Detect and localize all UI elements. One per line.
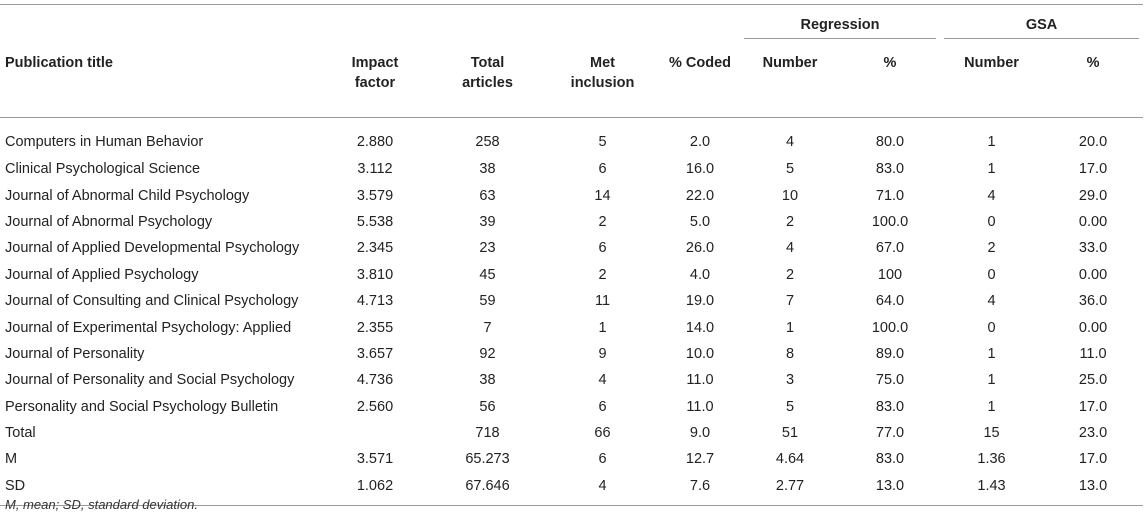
cell-met-inclusion: 4 <box>545 473 660 506</box>
cell-publication-title: Journal of Personality <box>5 345 145 362</box>
cell-publication-title: Personality and Social Psychology Bulletin <box>5 398 279 415</box>
cell-impact-factor: 2.880 <box>356 134 394 150</box>
column-header-row <box>0 39 1143 118</box>
cell-regression-number: 2.77 <box>740 473 840 506</box>
cell-pct-coded: 12.7 <box>685 451 715 468</box>
cell-pct-coded: 14.0 <box>685 319 715 336</box>
table-row <box>0 367 1143 393</box>
cell-impact-factor: 3.579 <box>356 187 394 204</box>
cell-gsa-number: 15 <box>983 425 1000 442</box>
col-header-met-inclusion-line2: inclusion <box>570 75 635 91</box>
cell-met-inclusion: 2 <box>598 266 607 283</box>
table-row <box>0 209 1143 235</box>
cell-gsa-pct: 13.0 <box>1043 473 1143 506</box>
cell-gsa-pct: 23.0 <box>1078 425 1108 442</box>
cell-gsa-pct: 0.00 <box>1078 213 1108 230</box>
cell-total-articles: 38 <box>479 372 496 389</box>
col-header-pct-coded: % Coded <box>660 39 740 118</box>
cell-gsa-number: 0 <box>987 213 996 230</box>
cell-publication-title: Journal of Experimental Psychology: Applied <box>5 319 292 336</box>
cell-met-inclusion: 4 <box>598 372 607 389</box>
cell-impact-factor: 1.062 <box>320 473 430 506</box>
cell-pct-coded: 16.0 <box>685 161 715 178</box>
cell-total-articles: 92 <box>479 345 496 362</box>
cell-regression-pct: 83.0 <box>875 451 905 468</box>
cell-gsa-pct: 0.00 <box>1078 266 1108 283</box>
table-row <box>0 262 1143 288</box>
cell-impact-factor: 3.657 <box>356 345 394 362</box>
table-row <box>0 394 1143 420</box>
regression-group-header <box>740 5 940 40</box>
cell-gsa-pct: 11.0 <box>1079 345 1107 362</box>
cell-regression-pct: 64.0 <box>875 293 905 310</box>
col-header-impact-factor-line2: factor <box>354 75 396 91</box>
gsa-group-label: GSA <box>944 17 1139 39</box>
col-header-regression-number: Number <box>740 39 840 118</box>
cell-regression-number: 4 <box>785 134 795 150</box>
cell-gsa-pct: 20.0 <box>1078 134 1108 150</box>
regression-group-label: Regression <box>744 17 936 39</box>
cell-publication-title: Clinical Psychological Science <box>5 161 201 178</box>
cell-regression-number: 10 <box>781 187 799 204</box>
cell-total-articles: 23 <box>479 240 496 257</box>
cell-met-inclusion: 6 <box>598 240 607 257</box>
table-row <box>0 314 1143 340</box>
cell-total-articles: 56 <box>479 398 496 415</box>
cell-gsa-number: 0 <box>987 266 996 283</box>
cell-gsa-number: 1 <box>987 398 996 415</box>
cell-total-articles: 59 <box>479 293 496 310</box>
col-header-gsa-pct: % <box>1043 39 1143 118</box>
cell-regression-pct: 100.0 <box>871 319 909 336</box>
cell-met-inclusion: 9 <box>598 345 607 362</box>
col-header-gsa-number: Number <box>940 39 1043 118</box>
cell-gsa-number: 1.36 <box>977 451 1006 468</box>
cell-gsa-pct: 25.0 <box>1078 372 1108 389</box>
cell-total-articles: 258 <box>475 134 500 150</box>
cell-gsa-number: 2 <box>987 240 996 257</box>
cell-impact-factor: 2.355 <box>356 319 394 336</box>
cell-met-inclusion: 6 <box>598 398 607 415</box>
table-row <box>0 118 1143 157</box>
cell-gsa-pct: 17.0 <box>1078 398 1108 415</box>
cell-pct-coded: 4.0 <box>689 266 711 283</box>
journal-summary-table-container <box>0 4 1143 506</box>
cell-regression-pct: 77.0 <box>875 425 905 442</box>
cell-met-inclusion: 2 <box>598 213 607 230</box>
cell-regression-number: 5 <box>785 161 795 178</box>
cell-impact-factor: 5.538 <box>356 213 394 230</box>
cell-regression-pct: 13.0 <box>840 473 940 506</box>
cell-publication-title: Total <box>5 425 36 442</box>
table-row <box>0 235 1143 261</box>
cell-gsa-number: 1 <box>987 161 996 178</box>
cell-total-articles: 7 <box>483 319 492 336</box>
cell-publication-title: Journal of Consulting and Clinical Psychology <box>5 293 299 310</box>
cell-gsa-number: 4 <box>987 293 996 310</box>
table-row <box>0 446 1143 472</box>
col-header-impact-factor <box>320 39 430 118</box>
table-footnote: M, mean; SD, standard deviation. <box>5 497 198 512</box>
col-header-total-articles-line2: articles <box>462 75 513 91</box>
cell-met-inclusion: 6 <box>598 451 607 468</box>
col-header-total-articles <box>430 39 545 118</box>
cell-publication-title: Journal of Applied Developmental Psychology <box>5 240 300 257</box>
cell-pct-coded: 26.0 <box>685 240 715 257</box>
cell-gsa-number: 0 <box>987 319 996 336</box>
cell-publication-title: Journal of Abnormal Child Psychology <box>5 187 250 204</box>
cell-regression-pct: 89.0 <box>875 345 905 362</box>
table-body <box>0 118 1143 506</box>
col-header-total-articles-line1: Total <box>470 55 505 71</box>
cell-impact-factor: 3.810 <box>356 266 394 283</box>
group-header-spacer <box>0 5 740 40</box>
cell-impact-factor: 2.345 <box>356 240 394 257</box>
table-row <box>0 341 1143 367</box>
cell-regression-pct: 71.0 <box>875 187 905 204</box>
cell-gsa-number: 1 <box>987 345 996 362</box>
cell-impact-factor: 4.736 <box>356 372 394 389</box>
cell-pct-coded: 5.0 <box>689 213 711 230</box>
cell-pct-coded: 11.0 <box>686 372 714 389</box>
cell-regression-pct: 100 <box>877 266 903 283</box>
cell-impact-factor <box>320 420 430 446</box>
cell-met-inclusion: 66 <box>594 425 611 442</box>
cell-total-articles: 38 <box>479 161 496 178</box>
cell-pct-coded: 2.0 <box>689 134 711 150</box>
table-row <box>0 420 1143 446</box>
cell-publication-title: M <box>5 451 18 468</box>
cell-gsa-pct: 36.0 <box>1078 293 1108 310</box>
cell-met-inclusion: 6 <box>598 161 607 178</box>
cell-gsa-number: 1.43 <box>940 473 1043 506</box>
table-row <box>0 182 1143 208</box>
cell-publication-title: SD <box>0 473 320 506</box>
cell-regression-pct: 80.0 <box>875 134 905 150</box>
cell-total-articles: 39 <box>479 213 496 230</box>
cell-impact-factor: 3.112 <box>357 161 393 178</box>
group-header-row <box>0 5 1143 40</box>
cell-total-articles: 718 <box>475 425 500 442</box>
cell-regression-pct: 100.0 <box>871 213 909 230</box>
col-header-impact-factor-line1: Impact <box>351 55 399 71</box>
cell-publication-title: Computers in Human Behavior <box>5 134 204 150</box>
cell-total-articles: 63 <box>479 187 496 204</box>
cell-pct-coded: 22.0 <box>685 187 715 204</box>
cell-met-inclusion: 14 <box>594 187 611 204</box>
cell-gsa-number: 1 <box>987 134 996 150</box>
cell-regression-number: 8 <box>785 345 795 362</box>
cell-regression-number: 2 <box>785 213 795 230</box>
cell-total-articles: 67.646 <box>430 473 545 506</box>
cell-impact-factor: 4.713 <box>356 293 394 310</box>
col-header-publication-title: Publication title <box>0 39 320 118</box>
col-header-met-inclusion-line1: Met <box>590 55 615 71</box>
cell-regression-number: 2 <box>785 266 795 283</box>
cell-regression-pct: 83.0 <box>875 161 905 178</box>
cell-regression-number: 4 <box>785 240 795 257</box>
journal-summary-table <box>0 4 1143 506</box>
cell-met-inclusion: 1 <box>598 319 607 336</box>
cell-regression-number: 51 <box>781 425 799 442</box>
cell-impact-factor: 3.571 <box>356 451 394 468</box>
cell-publication-title: Journal of Applied Psychology <box>5 266 199 283</box>
cell-regression-pct: 67.0 <box>875 240 905 257</box>
col-header-regression-pct: % <box>840 39 940 118</box>
cell-regression-number: 4.64 <box>775 451 805 468</box>
cell-gsa-pct: 33.0 <box>1078 240 1108 257</box>
cell-pct-coded: 11.0 <box>686 398 714 415</box>
cell-regression-pct: 83.0 <box>875 398 905 415</box>
cell-pct-coded: 19.0 <box>685 293 715 310</box>
cell-total-articles: 45 <box>479 266 496 283</box>
cell-regression-number: 7 <box>785 293 795 310</box>
cell-total-articles: 65.273 <box>465 451 510 468</box>
cell-regression-number: 3 <box>785 372 795 389</box>
cell-publication-title: Journal of Abnormal Psychology <box>5 213 213 230</box>
cell-gsa-pct: 17.0 <box>1078 451 1108 468</box>
cell-gsa-pct: 0.00 <box>1078 319 1108 336</box>
cell-gsa-number: 4 <box>987 187 996 204</box>
cell-gsa-pct: 29.0 <box>1078 187 1108 204</box>
cell-regression-number: 1 <box>785 319 795 336</box>
col-header-met-inclusion <box>545 39 660 118</box>
cell-met-inclusion: 5 <box>598 134 607 150</box>
cell-regression-number: 5 <box>785 398 795 415</box>
gsa-group-header <box>940 5 1143 40</box>
table-row <box>0 156 1143 182</box>
cell-pct-coded: 7.6 <box>660 473 740 506</box>
cell-publication-title: Journal of Personality and Social Psychology <box>5 372 295 389</box>
cell-regression-pct: 75.0 <box>875 372 905 389</box>
cell-pct-coded: 9.0 <box>689 425 711 442</box>
cell-gsa-number: 1 <box>987 372 996 389</box>
cell-gsa-pct: 17.0 <box>1078 161 1108 178</box>
cell-pct-coded: 10.0 <box>685 345 715 362</box>
cell-impact-factor: 2.560 <box>356 398 394 415</box>
cell-met-inclusion: 11 <box>594 293 611 310</box>
table-row <box>0 288 1143 314</box>
